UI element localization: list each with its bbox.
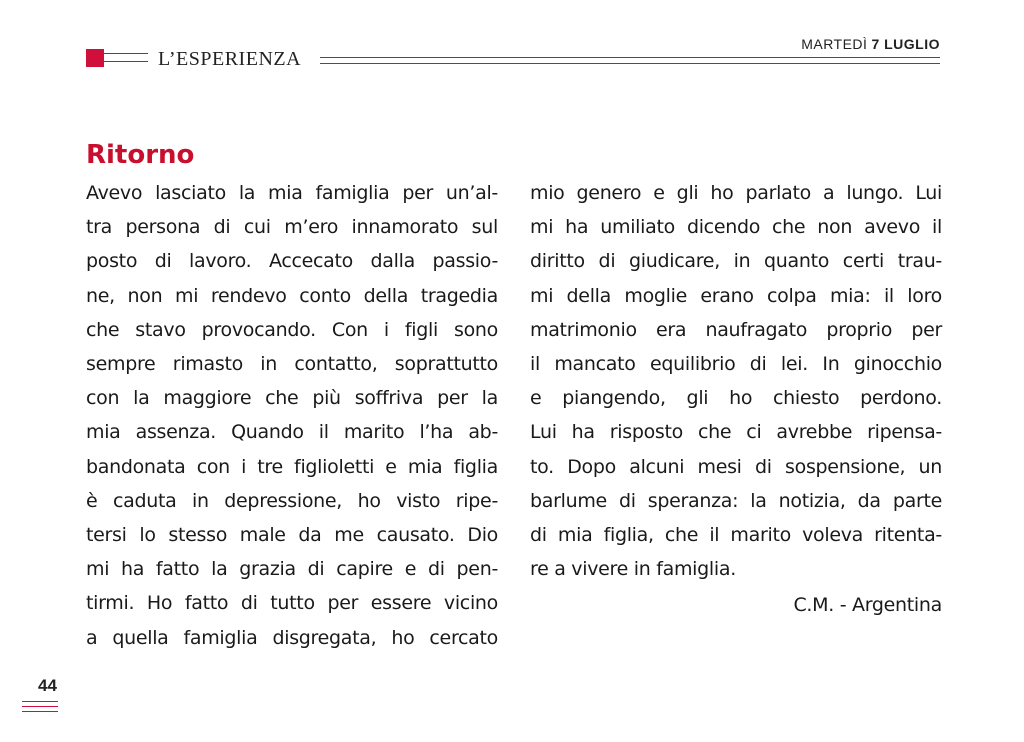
date-day: MARTEDÌ xyxy=(801,36,868,52)
text-line: bandonata con i tre figlioletti e mia figlia xyxy=(86,455,498,478)
text-line: sempre rimasto in contatto, soprattutto xyxy=(86,353,498,376)
text-line: è caduta in depressione, ho visto ripe- xyxy=(86,489,498,512)
text-line: di mia figlia, che il marito voleva ritenta- xyxy=(530,524,942,547)
text-line: mia assenza. Quando il marito l’ha ab- xyxy=(86,421,498,444)
header-rule-short-top xyxy=(104,53,148,54)
article-column-left xyxy=(86,176,498,655)
text-line: il mancato equilibrio di lei. In ginocchio xyxy=(530,353,942,376)
text-line: matrimonio era naufragato proprio per xyxy=(530,318,942,341)
text-line: to. Dopo alcuni mesi di sospensione, un xyxy=(530,455,942,478)
text-line: Lui ha risposto che ci avrebbe ripensa- xyxy=(530,421,942,444)
text-line: barlume di speranza: la notizia, da parte xyxy=(530,489,942,512)
text-line: con la maggiore che più soffriva per la xyxy=(86,387,498,410)
section-marker-square xyxy=(86,49,104,67)
text-line: mio genero e gli ho parlato a lungo. Lui xyxy=(530,182,942,204)
footer-rule-3 xyxy=(22,711,58,712)
text-line: re a vivere in famiglia. xyxy=(530,558,736,581)
text-line: ne, non mi rendevo conto della tragedia xyxy=(86,284,498,307)
article-signature: C.M. - Argentina xyxy=(793,594,942,617)
text-line: tra persona di cui m’ero innamorato sul xyxy=(86,216,498,239)
header-rule-long-bottom xyxy=(320,63,940,64)
footer-rule-1 xyxy=(22,701,58,702)
page-number: 44 xyxy=(38,676,57,695)
section-label: L’ESPERIENZA xyxy=(158,48,302,70)
article-column-right xyxy=(530,176,942,623)
header-rule-long-top xyxy=(320,57,940,58)
date-label xyxy=(801,36,940,52)
text-line: che stavo provocando. Con i figli sono xyxy=(86,318,498,341)
text-line: tersi lo stesso male da me causato. Dio xyxy=(86,524,498,547)
date-number: 7 LUGLIO xyxy=(871,36,940,52)
text-line: tirmi. Ho fatto di tutto per essere vicino xyxy=(86,592,498,615)
text-line: Avevo lasciato la mia famiglia per un’al- xyxy=(86,182,498,204)
text-line: a quella famiglia disgregata, ho cercato xyxy=(86,626,498,649)
text-line: e piangendo, gli ho chiesto perdono. xyxy=(530,387,942,410)
text-line: mi ha umiliato dicendo che non avevo il xyxy=(530,216,942,239)
footer-rule-2 xyxy=(22,706,58,707)
text-line: diritto di giudicare, in quanto certi trau- xyxy=(530,250,942,273)
text-line: mi ha fatto la grazia di capire e di pen- xyxy=(86,558,498,581)
text-line: posto di lavoro. Accecato dalla passio- xyxy=(86,250,498,273)
article-title: Ritorno xyxy=(86,140,195,170)
text-line: mi della moglie erano colpa mia: il loro xyxy=(530,284,942,307)
header-rule-short-bottom xyxy=(104,61,148,62)
